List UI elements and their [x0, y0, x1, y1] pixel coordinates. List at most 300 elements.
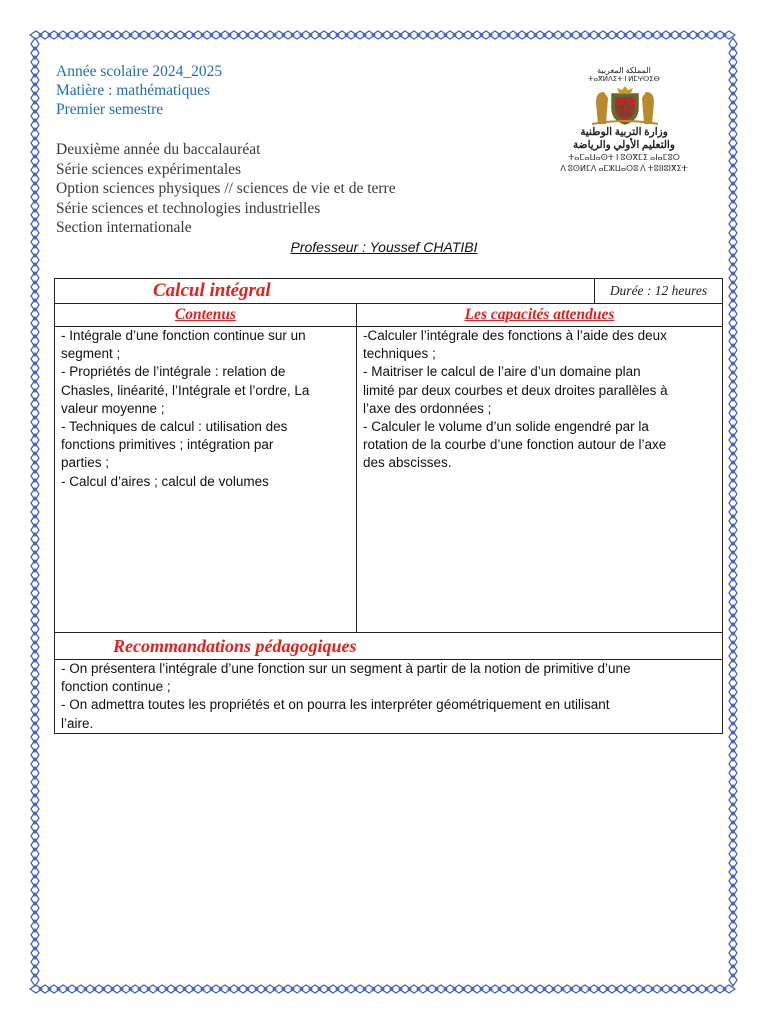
border-diamond: [31, 200, 39, 212]
border-diamond: [31, 146, 39, 158]
series-2: Série sciences et technologies industrielles: [56, 199, 321, 217]
capacities-line: des abscisses.: [363, 455, 452, 471]
border-diamond: [642, 985, 654, 993]
border-diamond: [729, 623, 737, 635]
program-table: [54, 278, 723, 734]
border-diamond: [372, 985, 384, 993]
border-diamond: [138, 31, 150, 39]
border-diamond: [426, 985, 438, 993]
border-diamond: [354, 31, 366, 39]
border-diamond: [31, 137, 39, 149]
border-diamond: [516, 985, 528, 993]
border-diamond: [729, 776, 737, 788]
border-diamond: [31, 740, 39, 752]
border-diamond: [31, 578, 39, 590]
border-diamond: [480, 31, 492, 39]
border-diamond: [426, 31, 438, 39]
border-diamond: [729, 218, 737, 230]
border-diamond: [399, 31, 411, 39]
border-diamond: [31, 632, 39, 644]
border-diamond: [729, 839, 737, 851]
border-diamond: [291, 985, 303, 993]
border-diamond: [31, 65, 39, 77]
border-diamond: [729, 146, 737, 158]
border-diamond: [174, 31, 186, 39]
border-diamond: [31, 263, 39, 275]
chapter-title: Calcul intégral: [153, 280, 271, 301]
border-diamond: [696, 985, 708, 993]
border-diamond: [31, 209, 39, 221]
border-diamond: [31, 479, 39, 491]
border-diamond: [282, 31, 294, 39]
border-diamond: [729, 722, 737, 734]
border-diamond: [31, 884, 39, 896]
border-diamond: [31, 668, 39, 680]
border-diamond: [291, 31, 303, 39]
border-diamond: [390, 985, 402, 993]
border-diamond: [31, 812, 39, 824]
border-diamond: [660, 985, 672, 993]
border-diamond: [39, 31, 51, 39]
border-diamond: [687, 985, 699, 993]
border-diamond: [729, 200, 737, 212]
contents-header: Contenus: [55, 304, 357, 327]
border-diamond: [729, 74, 737, 86]
border-diamond: [31, 74, 39, 86]
border-diamond: [31, 353, 39, 365]
border-diamond: [31, 749, 39, 761]
border-diamond: [93, 31, 105, 39]
border-diamond: [729, 605, 737, 617]
capacities-line: rotation de la courbe d’une fonction autour de l’axe: [363, 437, 667, 453]
border-diamond: [729, 110, 737, 122]
border-diamond: [31, 92, 39, 104]
border-diamond: [729, 470, 737, 482]
border-diamond: [729, 938, 737, 950]
border-diamond: [147, 985, 159, 993]
border-diamond: [471, 985, 483, 993]
border-diamond: [31, 713, 39, 725]
border-diamond: [31, 731, 39, 743]
border-diamond: [31, 947, 39, 959]
border-diamond: [729, 83, 737, 95]
border-diamond: [729, 587, 737, 599]
border-diamond: [729, 119, 737, 131]
border-diamond: [729, 668, 737, 680]
border-diamond: [165, 31, 177, 39]
border-diamond: [561, 985, 573, 993]
border-diamond: [729, 65, 737, 77]
border-diamond: [31, 290, 39, 302]
border-diamond: [729, 974, 737, 986]
border-diamond: [210, 31, 222, 39]
border-diamond: [729, 272, 737, 284]
border-diamond: [31, 425, 39, 437]
border-diamond: [84, 31, 96, 39]
border-diamond: [31, 443, 39, 455]
border-diamond: [31, 605, 39, 617]
border-diamond: [31, 857, 39, 869]
border-diamond: [570, 985, 582, 993]
border-diamond: [31, 695, 39, 707]
border-diamond: [31, 920, 39, 932]
border-diamond: [31, 506, 39, 518]
border-diamond: [31, 704, 39, 716]
border-diamond: [543, 985, 555, 993]
border-diamond: [201, 985, 213, 993]
border-diamond: [588, 985, 600, 993]
border-diamond: [31, 380, 39, 392]
contents-line: - Intégrale d’une fonction continue sur un: [61, 328, 306, 343]
border-diamond: [729, 893, 737, 905]
border-diamond: [183, 985, 195, 993]
border-diamond: [31, 272, 39, 284]
border-diamond: [729, 794, 737, 806]
border-diamond: [570, 31, 582, 39]
border-diamond: [729, 641, 737, 653]
border-diamond: [300, 985, 312, 993]
border-diamond: [57, 985, 69, 993]
kingdom-arabic: المملكة المغربية: [597, 66, 651, 75]
border-diamond: [729, 848, 737, 860]
border-diamond: [31, 101, 39, 113]
border-diamond: [31, 551, 39, 563]
series-1: Série sciences expérimentales: [56, 160, 242, 178]
border-diamond: [31, 839, 39, 851]
border-diamond: [31, 722, 39, 734]
border-diamond: [31, 218, 39, 230]
border-diamond: [606, 985, 618, 993]
border-diamond: [390, 31, 402, 39]
border-diamond: [729, 767, 737, 779]
border-diamond: [102, 985, 114, 993]
border-diamond: [345, 31, 357, 39]
border-diamond: [729, 830, 737, 842]
option: Option sciences physiques // sciences de vie et de terre: [56, 180, 396, 198]
border-diamond: [192, 31, 204, 39]
border-diamond: [729, 569, 737, 581]
border-diamond: [729, 281, 737, 293]
border-diamond: [31, 641, 39, 653]
border-diamond: [31, 794, 39, 806]
border-diamond: [192, 985, 204, 993]
border-diamond: [552, 31, 564, 39]
border-diamond: [31, 308, 39, 320]
border-diamond: [729, 353, 737, 365]
subject: Matière : mathématiques: [56, 82, 211, 99]
border-diamond: [729, 821, 737, 833]
border-diamond: [228, 31, 240, 39]
border-diamond: [606, 31, 618, 39]
capacities-line: - Calculer le volume d’un solide engendré par la: [363, 419, 649, 435]
border-diamond: [228, 985, 240, 993]
border-diamond: [31, 614, 39, 626]
border-diamond: [729, 650, 737, 662]
border-diamond: [31, 164, 39, 176]
border-diamond: [48, 31, 60, 39]
border-diamond: [336, 31, 348, 39]
border-diamond: [102, 31, 114, 39]
border-diamond: [31, 389, 39, 401]
border-diamond: [31, 362, 39, 374]
border-diamond: [729, 128, 737, 140]
border-diamond: [729, 812, 737, 824]
border-diamond: [237, 31, 249, 39]
border-diamond: [31, 182, 39, 194]
border-diamond: [729, 164, 737, 176]
border-diamond: [31, 83, 39, 95]
border-diamond: [31, 335, 39, 347]
border-diamond: [31, 758, 39, 770]
recommendations-title: Recommandations pédagogiques: [55, 633, 723, 660]
border-diamond: [729, 227, 737, 239]
border-diamond: [729, 263, 737, 275]
contents-line: - Techniques de calcul : utilisation des: [61, 419, 288, 435]
border-diamond: [354, 985, 366, 993]
border-diamond: [714, 31, 726, 39]
border-diamond: [729, 560, 737, 572]
border-diamond: [729, 857, 737, 869]
border-diamond: [471, 31, 483, 39]
border-diamond: [246, 31, 258, 39]
border-diamond: [309, 31, 321, 39]
border-diamond: [84, 985, 96, 993]
border-diamond: [729, 596, 737, 608]
recommendation-line: - On présentera l’intégrale d’une fonction sur un segment à partir de la notion de primitive d’une: [61, 661, 631, 676]
title-cell: [55, 279, 595, 304]
border-diamond: [435, 31, 447, 39]
border-diamond: [31, 686, 39, 698]
border-diamond: [525, 31, 537, 39]
border-diamond: [729, 380, 737, 392]
border-diamond: [714, 985, 726, 993]
border-diamond: [57, 31, 69, 39]
border-diamond: [120, 31, 132, 39]
border-diamond: [651, 985, 663, 993]
section: Section internationale: [56, 219, 192, 237]
border-diamond: [615, 31, 627, 39]
border-diamond: [93, 985, 105, 993]
border-diamond: [201, 31, 213, 39]
border-diamond: [597, 985, 609, 993]
border-diamond: [408, 985, 420, 993]
border-diamond: [729, 902, 737, 914]
border-diamond: [534, 985, 546, 993]
capacities-line: -Calculer l’intégrale des fonctions à l’aide des deux: [363, 328, 667, 343]
border-diamond: [507, 31, 519, 39]
border-diamond: [31, 398, 39, 410]
border-diamond: [729, 191, 737, 203]
border-diamond: [408, 31, 420, 39]
border-diamond: [264, 985, 276, 993]
border-diamond: [309, 985, 321, 993]
ministry-emblem: [536, 66, 712, 176]
capacities-line: - Maitriser le calcul de l’aire d’un domaine plan: [363, 364, 641, 380]
kingdom-tifinagh: ⵜⴰⴳⵍⴷⵉⵜ ⵏ ⵍⵎⵖⵔⵉⴱ: [588, 75, 660, 83]
border-diamond: [453, 985, 465, 993]
border-diamond: [120, 985, 132, 993]
border-diamond: [729, 254, 737, 266]
recommendation-line: - On admettra toutes les propriétés et on pourra les interpréter géométriquement en utilisant: [61, 697, 610, 713]
border-diamond: [444, 31, 456, 39]
border-diamond: [729, 497, 737, 509]
contents-line: - Calcul d’aires ; calcul de volumes: [61, 473, 269, 489]
border-diamond: [435, 985, 447, 993]
border-diamond: [588, 31, 600, 39]
border-diamond: [729, 695, 737, 707]
border-diamond: [729, 443, 737, 455]
border-diamond: [729, 299, 737, 311]
border-diamond: [31, 956, 39, 968]
border-diamond: [327, 985, 339, 993]
capacities-line: limité par deux courbes et deux droites parallèles à: [363, 382, 668, 398]
border-diamond: [729, 947, 737, 959]
border-diamond: [669, 31, 681, 39]
border-diamond: [729, 578, 737, 590]
border-diamond: [31, 254, 39, 266]
border-diamond: [31, 677, 39, 689]
border-diamond: [696, 31, 708, 39]
border-diamond: [165, 985, 177, 993]
border-diamond: [48, 985, 60, 993]
border-diamond: [31, 542, 39, 554]
school-info: [56, 62, 222, 119]
border-diamond: [31, 173, 39, 185]
border-diamond: [597, 31, 609, 39]
border-diamond: [156, 985, 168, 993]
capacities-line: l’axe des ordonnées ;: [363, 400, 492, 416]
border-diamond: [31, 866, 39, 878]
border-diamond: [729, 929, 737, 941]
border-diamond: [31, 938, 39, 950]
border-diamond: [552, 985, 564, 993]
border-diamond: [489, 31, 501, 39]
border-diamond: [31, 299, 39, 311]
border-diamond: [729, 335, 737, 347]
border-diamond: [31, 191, 39, 203]
border-diamond: [729, 542, 737, 554]
border-diamond: [729, 47, 737, 59]
contents-line: fonctions primitives ; intégration par: [61, 437, 274, 453]
border-diamond: [31, 497, 39, 509]
border-diamond: [729, 326, 737, 338]
border-diamond: [729, 488, 737, 500]
border-diamond: [729, 740, 737, 752]
border-diamond: [31, 371, 39, 383]
border-diamond: [381, 31, 393, 39]
border-diamond: [31, 344, 39, 356]
border-diamond: [31, 155, 39, 167]
border-diamond: [30, 31, 42, 39]
border-diamond: [75, 31, 87, 39]
border-diamond: [31, 911, 39, 923]
border-diamond: [219, 31, 231, 39]
border-diamond: [729, 713, 737, 725]
recommendations-row: [55, 660, 723, 734]
border-diamond: [729, 407, 737, 419]
border-diamond: [660, 31, 672, 39]
border-diamond: [318, 31, 330, 39]
border-diamond: [31, 560, 39, 572]
border-diamond: [729, 506, 737, 518]
border-diamond: [729, 965, 737, 977]
border-diamond: [31, 416, 39, 428]
border-diamond: [729, 614, 737, 626]
recommendation-line: l’aire.: [61, 715, 94, 731]
border-diamond: [255, 31, 267, 39]
border-diamond: [363, 985, 375, 993]
border-diamond: [31, 650, 39, 662]
border-diamond: [729, 956, 737, 968]
border-diamond: [300, 31, 312, 39]
border-diamond: [498, 31, 510, 39]
border-diamond: [615, 985, 627, 993]
border-diamond: [705, 31, 717, 39]
border-diamond: [183, 31, 195, 39]
border-diamond: [543, 31, 555, 39]
border-diamond: [345, 985, 357, 993]
recommendations-header-row: [55, 633, 723, 660]
border-diamond: [729, 155, 737, 167]
contents-line: Chasles, linéarité, l’Intégrale et l’ordre, La: [61, 382, 310, 398]
contents-line: - Propriétés de l’intégrale : relation de: [61, 364, 286, 380]
border-diamond: [729, 803, 737, 815]
border-diamond: [480, 985, 492, 993]
border-diamond: [31, 317, 39, 329]
border-diamond: [489, 985, 501, 993]
border-diamond: [31, 596, 39, 608]
border-diamond: [729, 371, 737, 383]
border-diamond: [31, 821, 39, 833]
border-diamond: [579, 985, 591, 993]
capacities-line: techniques ;: [363, 346, 436, 362]
title-row: [55, 279, 723, 304]
border-diamond: [31, 776, 39, 788]
border-diamond: [174, 985, 186, 993]
border-diamond: [729, 875, 737, 887]
border-diamond: [31, 47, 39, 59]
border-diamond: [729, 317, 737, 329]
border-diamond: [729, 524, 737, 536]
border-diamond: [729, 362, 737, 374]
border-diamond: [111, 31, 123, 39]
border-diamond: [75, 985, 87, 993]
capacities-header: Les capacités attendues: [357, 304, 723, 327]
ministry-tifinagh-2: ⴷ ⵓⵙⵍⵎⴷ ⴰⵎⵣⵡⴰⵔⵓ ⴷ ⵜⵓⵏⵏⵓⵏⴳⵉⵜ: [560, 164, 688, 173]
border-diamond: [31, 227, 39, 239]
border-diamond: [372, 31, 384, 39]
border-diamond: [633, 985, 645, 993]
duration: Durée : 12 heures: [595, 279, 723, 304]
border-diamond: [129, 985, 141, 993]
border-diamond: [729, 920, 737, 932]
border-diamond: [633, 31, 645, 39]
ministry-arabic-2: والتعليم الأولي والرياضة: [573, 140, 675, 151]
border-diamond: [729, 137, 737, 149]
border-diamond: [729, 866, 737, 878]
border-diamond: [336, 985, 348, 993]
border-diamond: [729, 308, 737, 320]
border-diamond: [31, 848, 39, 860]
border-diamond: [31, 407, 39, 419]
border-diamond: [687, 31, 699, 39]
border-diamond: [31, 110, 39, 122]
border-diamond: [363, 31, 375, 39]
border-diamond: [651, 31, 663, 39]
class-info: [56, 140, 396, 238]
border-diamond: [729, 209, 737, 221]
border-diamond: [624, 985, 636, 993]
